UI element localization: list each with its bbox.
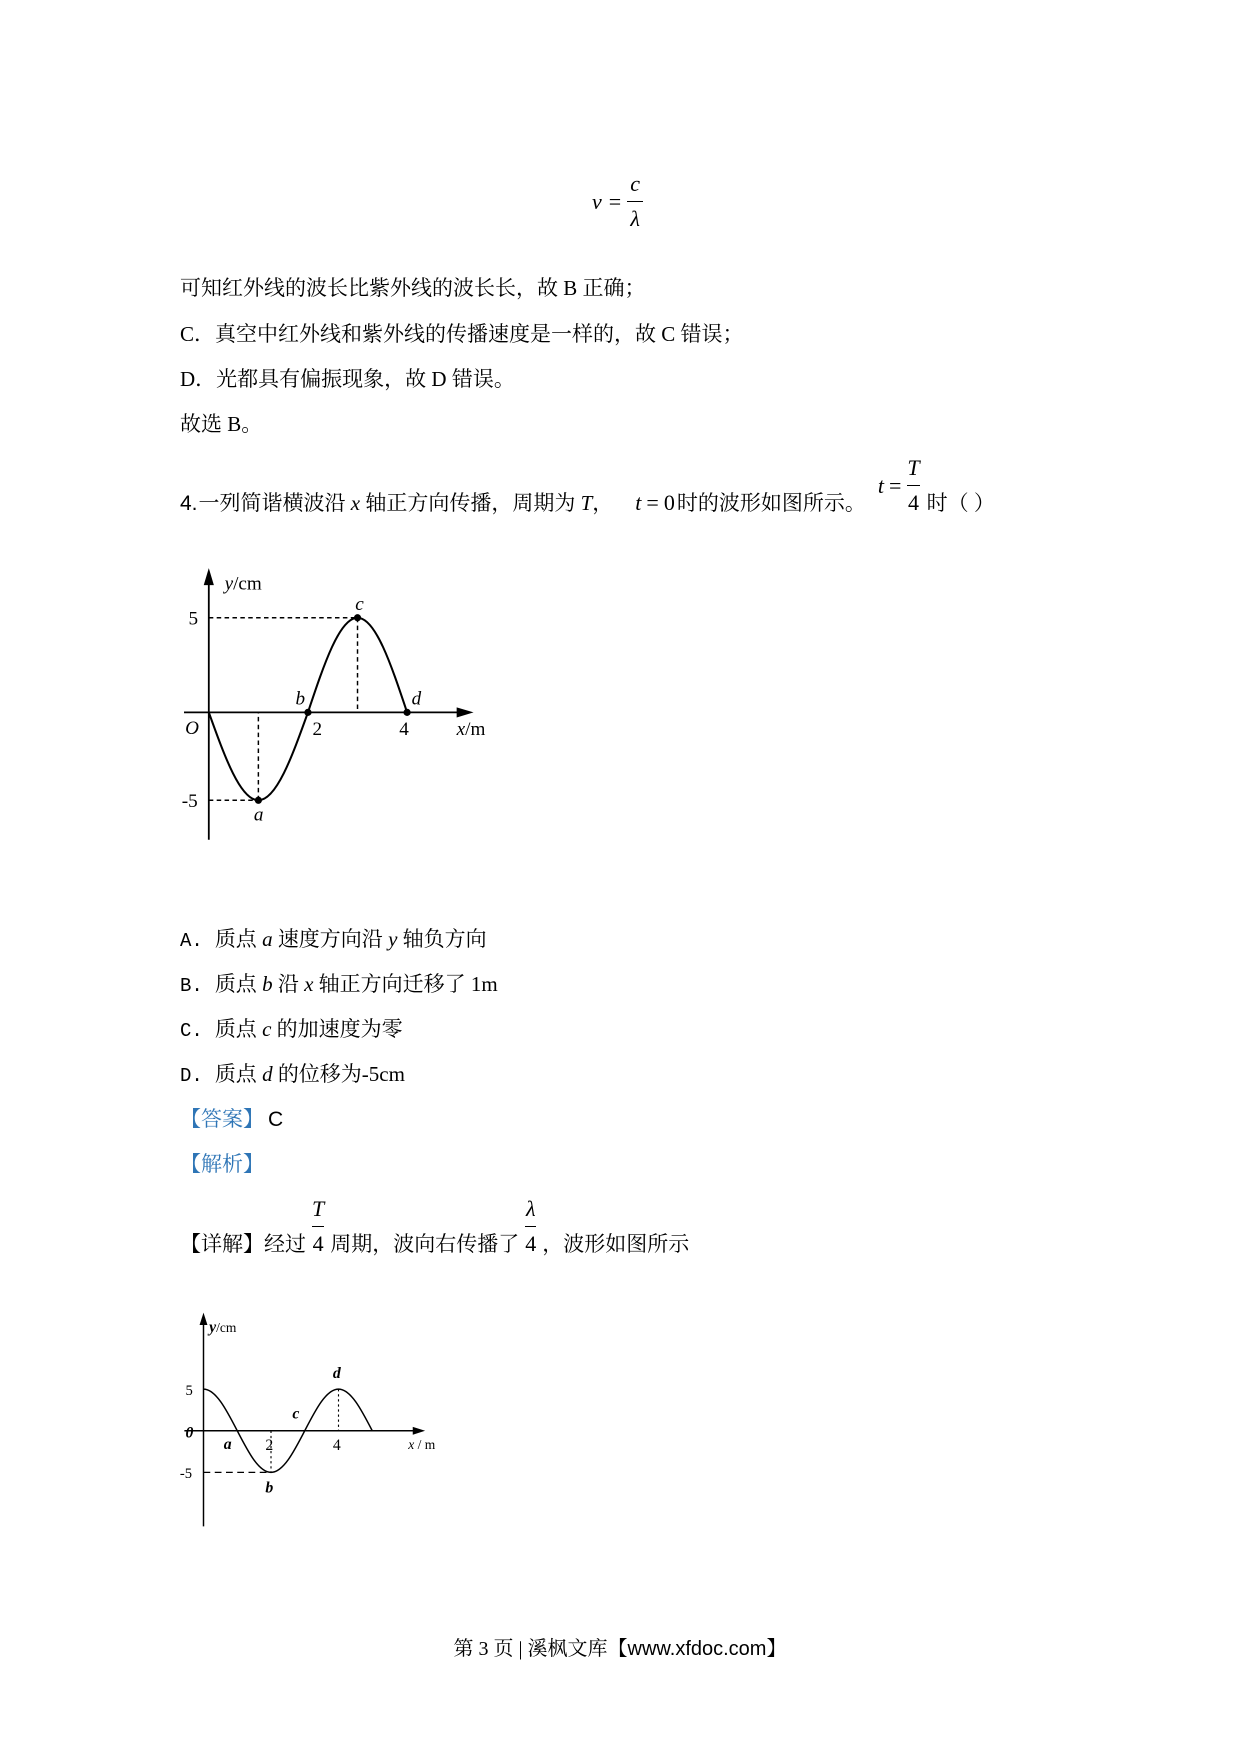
fraction-denominator: 4: [525, 1231, 537, 1256]
point-a-label: a: [223, 1435, 232, 1453]
option-variable: b: [262, 972, 273, 996]
answer-heading: 【答案】: [180, 1107, 264, 1131]
analysis-heading: 【解析】: [180, 1152, 264, 1176]
fraction-bar: [627, 201, 643, 202]
fraction-bar: [907, 485, 919, 486]
point-b-label: b: [265, 1479, 274, 1497]
option-label: A.: [180, 930, 203, 952]
frequency-wavelength-formula: [592, 171, 646, 232]
formula-fraction: [624, 171, 646, 232]
fraction-denominator: 4: [312, 1231, 324, 1256]
y-axis-label: [223, 574, 262, 595]
point-c-label: c: [292, 1405, 300, 1423]
option-label: B.: [180, 975, 203, 997]
point-c-dot: [354, 614, 361, 621]
option-text: 质点: [214, 1062, 263, 1086]
figure1-labels: [182, 574, 486, 826]
x-axis-variable: x: [456, 718, 466, 740]
answer-value: C: [268, 1108, 284, 1131]
option-text: 轴正方向迁移了 1m: [313, 972, 498, 996]
y-axis-variable: y: [209, 1318, 217, 1336]
question-number: 4.: [180, 492, 198, 515]
y-tick-label-top: 5: [185, 1382, 193, 1399]
x-axis-label: [407, 1437, 436, 1452]
y-axis-unit: /cm: [216, 1319, 237, 1335]
x-axis-variable: x: [408, 1436, 415, 1452]
variable-period: T: [580, 491, 593, 515]
footer-bracket-close: 】: [766, 1638, 787, 1660]
fraction-denominator: 4: [908, 490, 919, 515]
x-axis-unit: / m: [414, 1436, 436, 1452]
x-tick-label: 4: [332, 1436, 341, 1454]
question-text: 一列简谐横波沿: [198, 491, 351, 515]
formula-denominator: λ: [630, 206, 640, 231]
fraction-bar: [525, 1226, 536, 1227]
x-tick-label: 2: [312, 718, 323, 740]
x-axis-unit: /m: [465, 718, 486, 740]
page-footer: [0, 1637, 1240, 1661]
detail-text: 经过: [264, 1232, 306, 1256]
point-d-dot: [403, 709, 410, 716]
origin-label: 0: [185, 1424, 194, 1442]
option-variable: y: [388, 927, 398, 951]
option-c: [180, 1016, 403, 1044]
fraction-numerator: T: [907, 455, 920, 480]
fraction-numerator: λ: [525, 1196, 536, 1221]
option-variable: d: [262, 1062, 273, 1086]
formula-numerator: c: [630, 171, 641, 196]
x-tick-label: 2: [265, 1436, 274, 1454]
x-axis-arrow: [413, 1427, 425, 1435]
option-d: [180, 1061, 405, 1089]
x-tick-label: 4: [399, 718, 409, 740]
y-tick-label-top: 5: [188, 608, 199, 630]
waveform-figure-quarter-period: [175, 1307, 457, 1532]
question-text: ，: [592, 491, 614, 515]
explanation-line-d: D．光都具有偏振现象，故 D 错误。: [180, 367, 515, 391]
equals-sign: =: [888, 473, 902, 498]
y-axis-arrow: [200, 1313, 208, 1325]
detailed-solution-line: [180, 1196, 689, 1257]
point-c-label: c: [355, 593, 364, 615]
question-text: 时的波形如图所示。: [676, 491, 866, 515]
point-d-label: d: [332, 1364, 341, 1382]
option-variable: x: [304, 972, 314, 996]
value-zero: 0: [663, 490, 675, 515]
variable-x: x: [350, 491, 361, 515]
explanation-line-b: 可知红外线的波长比紫外线的波长长，故 B 正确；: [180, 276, 646, 300]
option-text: 速度方向沿: [272, 927, 389, 951]
option-text: 轴负方向: [397, 927, 487, 951]
option-variable: a: [262, 927, 273, 951]
point-a-dot: [255, 797, 262, 804]
option-text: 质点: [214, 972, 263, 996]
answer-line: [180, 1106, 283, 1133]
point-a-label: a: [253, 804, 264, 826]
point-b-label: b: [295, 688, 306, 710]
conclusion-line: 故选 B。: [180, 412, 263, 436]
option-text: 质点: [214, 1017, 263, 1041]
y-axis-arrow: [204, 568, 214, 585]
point-d-label: d: [411, 688, 422, 710]
answer-blank: 时（ ）: [926, 491, 995, 515]
x-axis-arrow: [457, 707, 474, 717]
option-a: [180, 926, 487, 954]
footer-bracket-open: 【: [607, 1638, 628, 1660]
option-text: 沿: [272, 972, 305, 996]
variable-t: t: [877, 473, 884, 498]
detail-text: 周期，波向右传播了: [330, 1232, 520, 1256]
option-b: [180, 971, 498, 999]
y-axis-unit: /cm: [233, 573, 262, 595]
fraction-numerator: T: [312, 1196, 325, 1221]
y-axis-label: [207, 1319, 237, 1336]
fraction-bar: [312, 1226, 324, 1227]
option-label: C.: [180, 1020, 203, 1042]
formula-frequency-symbol: ν: [592, 188, 602, 214]
waveform-figure-t0: [175, 558, 513, 851]
question-4-stem: [180, 455, 995, 517]
point-b-dot: [304, 709, 311, 716]
footer-site-url: www.xfdoc.com: [627, 1638, 767, 1660]
quarter-wavelength-fraction: [522, 1196, 539, 1257]
y-tick-label-bottom: -5: [179, 1466, 193, 1482]
question-text: 轴正方向传播，周期为: [360, 491, 581, 515]
footer-page-text: 第 3 页 | 溪枫文库: [453, 1638, 608, 1660]
y-axis-variable: y: [224, 573, 234, 595]
detail-text: ，波形如图所示: [542, 1232, 690, 1256]
option-text: 的加速度为零: [271, 1017, 403, 1041]
math-t-equals-zero: [635, 490, 675, 515]
quarter-period-fraction: [309, 1196, 327, 1257]
y-tick-label-bottom: -5: [181, 791, 198, 813]
analysis-line: [180, 1151, 264, 1177]
option-label: D.: [180, 1065, 203, 1087]
detail-heading: 【详解】: [180, 1232, 264, 1256]
formula-equals-sign: =: [608, 188, 622, 214]
equals-sign: =: [646, 490, 659, 515]
quarter-period-fraction: [904, 455, 922, 516]
option-variable: c: [262, 1017, 272, 1041]
explanation-line-c: C．真空中红外线和紫外线的传播速度是一样的，故 C 错误；: [180, 322, 744, 346]
figure2-labels: [180, 1319, 436, 1497]
math-lhs: [878, 473, 905, 498]
option-text: 质点: [214, 927, 263, 951]
x-axis-label: [456, 719, 486, 740]
variable-t: t: [635, 490, 642, 515]
math-t-equals-quarter-period: [877, 455, 923, 515]
option-text: 的位移为-5cm: [272, 1062, 405, 1086]
origin-label: O: [185, 717, 199, 739]
